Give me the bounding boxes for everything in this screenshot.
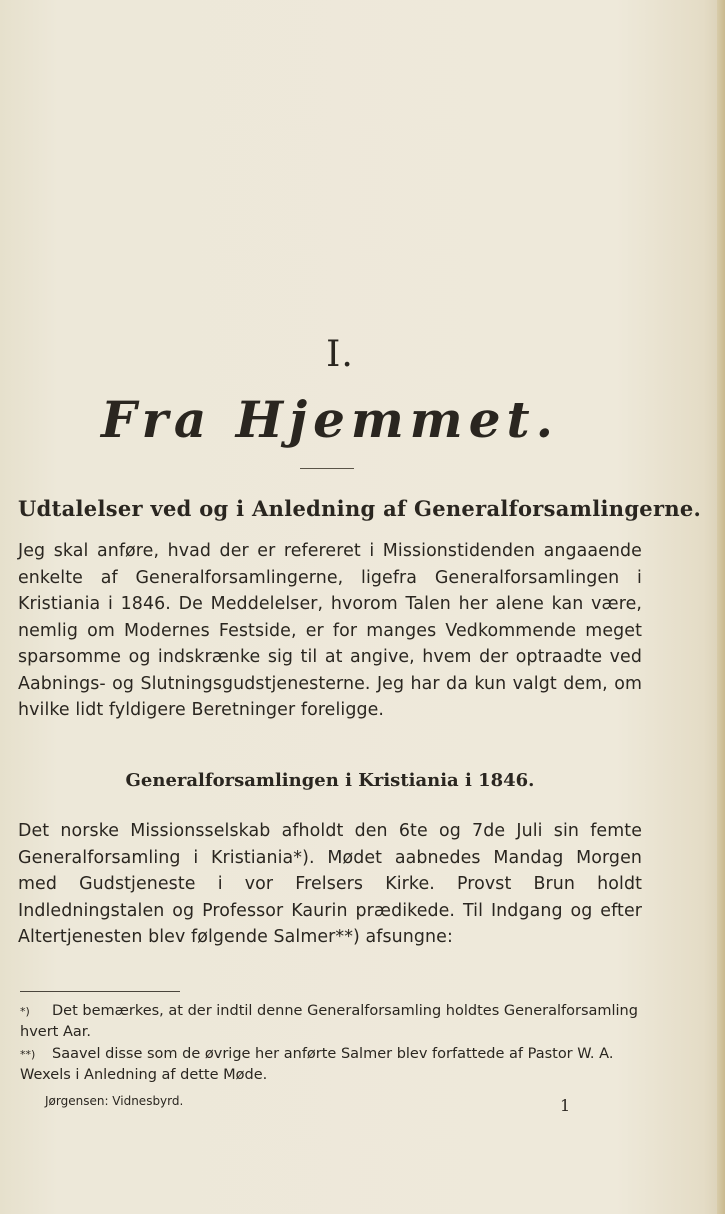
body-paragraph-1: Jeg skal anføre, hvad der er refereret i Missionstidenden angaaende enkelte af Generalforsamlingerne, ligefra Generalforsamlingen i Kristiania i 1846. De Meddelelser, hvorom Talen her alene kan være, nemlig om Modernes Festside, er for manges Vedkommende meget sparsomme og indskrænke sig til at angive, hvem der optraadte ved Aabnings- og Slutningsgudstjenesterne. Jeg har da kun valgt dem, om hvilke lidt fyldigere Beretninger foreligge. (18, 541, 642, 720)
signature-line: Jørgensen: Vidnesbyrd. (45, 1094, 184, 1108)
section-heading: Udtalelser ved og i Anledning af Generalforsamlingerne. (18, 496, 702, 521)
page-number: 1 (560, 1096, 571, 1115)
footnote-text: Det bemærkes, at der indtil denne Generalforsamling holdtes Generalforsamling hvert Aar. (20, 1003, 638, 1040)
footnote-mark: *) (20, 1005, 30, 1018)
footnote-2 (20, 1044, 640, 1086)
chapter-title: Fra Hjemmet. (100, 390, 560, 449)
body-paragraph-2: Det norske Missionsselskab afholdt den 6te og 7de Juli sin femte Generalforsamling i Kristiania*). Mødet aabnedes Mandag Morgen med Gudstjeneste i vor Frelsers Kirke. Provst Brun holdt Indledningstalen og Professor Kaurin prædikede. Til Indgang og efter Altertjenesten blev følgende Salmer**) afsungne: (18, 821, 642, 947)
chapter-number: I. (326, 334, 354, 375)
footnote-text: Saavel disse som de øvrige her anførte Salmer blev forfattede af Pastor W. A. Wexels i Anledning af dette Møde. (20, 1046, 614, 1083)
title-divider (300, 468, 354, 469)
subsection-heading: Generalforsamlingen i Kristiania i 1846. (125, 770, 535, 791)
footnote-divider (20, 991, 180, 992)
footnote-mark: **) (20, 1048, 36, 1061)
page-edge (717, 0, 725, 1214)
footnote-1 (20, 1001, 640, 1043)
